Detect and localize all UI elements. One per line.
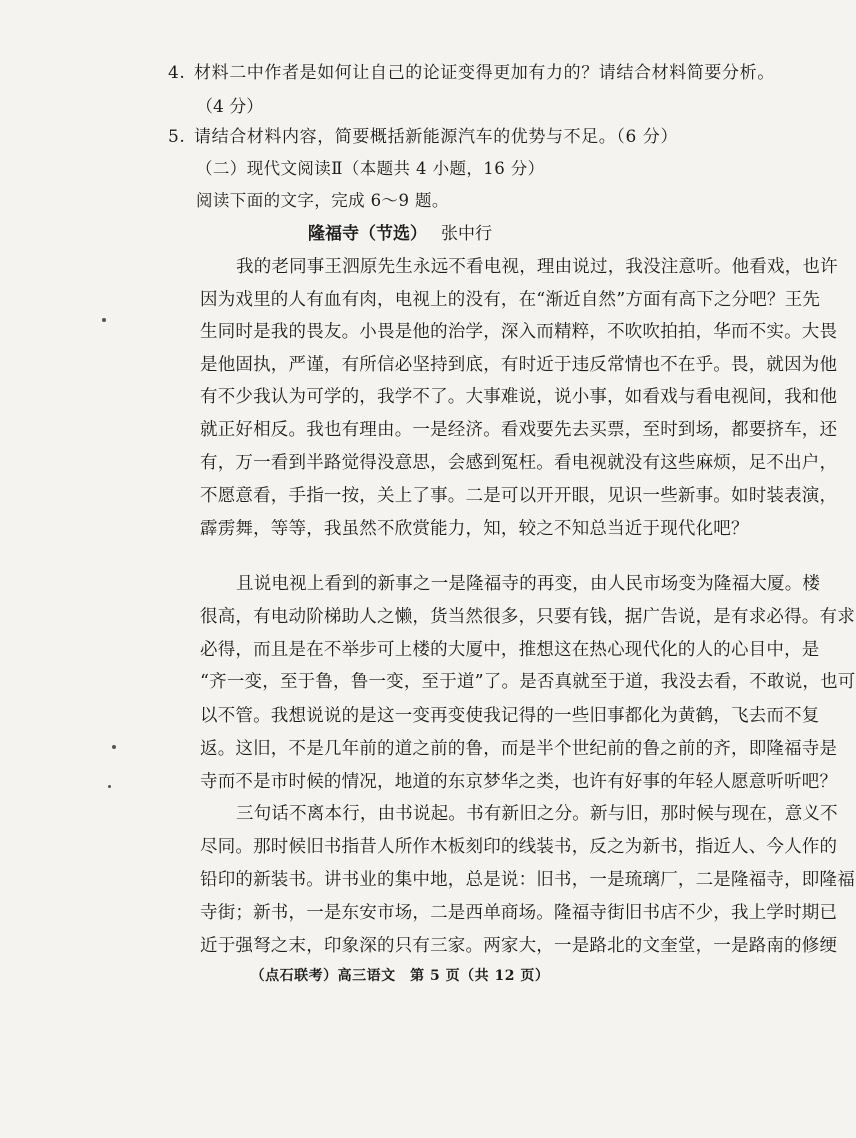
article-line: 霹雳舞，等等，我虽然不欣赏能力，知，较之不知总当近于现代化吧？ bbox=[200, 519, 749, 539]
question-5-number: 5. bbox=[168, 127, 186, 147]
article-line: 必得，而且是在不举步可上楼的大厦中，推想这在热心现代化的人的心目中，是 bbox=[200, 640, 820, 660]
scan-speck bbox=[102, 318, 106, 322]
question-4-text: 材料二中作者是如何让自己的论证变得更加有力的？请结合材料简要分析。 bbox=[194, 63, 775, 83]
article-line: 有不少我认为可学的，我学不了。大事难说，说小事，如看戏与看电视间，我和他 bbox=[200, 387, 838, 407]
article-line: 很高，有电动阶梯助人之懒，货当然很多，只要有钱，据广告说，是有求必得。有求 bbox=[200, 607, 855, 627]
article-line: 三句话不离本行，由书说起。书有新旧之分。新与旧，那时候与现在，意义不 bbox=[236, 804, 838, 824]
scan-speck bbox=[108, 785, 111, 788]
article-line: 我的老同事王泗原先生永远不看电视，理由说过，我没注意听。他看戏，也许 bbox=[236, 257, 838, 277]
section-heading: （二）现代文阅读Ⅱ（本题共 4 小题，16 分） bbox=[196, 159, 545, 178]
article-line: 返。这旧，不是几年前的道之前的鲁，而是半个世纪前的鲁之前的齐，即隆福寺是 bbox=[200, 739, 838, 759]
article-line: 铅印的新装书。讲书业的集中地，总是说：旧书，一是琉璃厂，二是隆福寺，即隆福 bbox=[200, 870, 855, 890]
article-line: 不愿意看，手指一按，关上了事。二是可以开开眼，见识一些新事。如时装表演， bbox=[200, 486, 838, 506]
question-5 bbox=[168, 122, 678, 147]
page-footer: （点石联考）高三语文 第 5 页（共 12 页） bbox=[250, 968, 550, 984]
question-5-text: 请结合材料内容，简要概括新能源汽车的优势与不足。（6 分） bbox=[194, 127, 679, 147]
article-line: 因为戏里的人有血有肉，电视上的没有，在“渐近自然”方面有高下之分吧？王先 bbox=[200, 290, 821, 310]
scan-speck bbox=[112, 745, 116, 749]
question-4 bbox=[168, 58, 775, 83]
article-author: 张中行 bbox=[441, 224, 492, 244]
article-line: 且说电视上看到的新事之一是隆福寺的再变，由人民市场变为隆福大厦。楼 bbox=[236, 574, 821, 594]
article-line: 寺街；新书，一是东安市场，二是西单商场。隆福寺街旧书店不少，我上学时期已 bbox=[200, 903, 838, 923]
article-line: “齐一变，至于鲁，鲁一变，至于道”了。是否真就至于道，我没去看，不敢说，也可 bbox=[200, 672, 856, 692]
article-title bbox=[0, 219, 800, 244]
article-line: 就正好相反。我也有理由。一是经济。看戏要先去买票，至时到场，都要挤车，还 bbox=[200, 420, 838, 440]
section-instruction: 阅读下面的文字，完成 6～9 题。 bbox=[196, 191, 449, 210]
article-line: 有，万一看到半路觉得没意思，会感到冤枉。看电视就没有这些麻烦，足不出户， bbox=[200, 453, 838, 473]
article-line: 近于强弩之末，印象深的只有三家。两家大，一是路北的文奎堂，一是路南的修绠 bbox=[200, 936, 838, 956]
question-4-number: 4. bbox=[168, 63, 186, 83]
article-line: 生同时是我的畏友。小畏是他的治学，深入而精粹，不吹吹拍拍，华而不实。大畏 bbox=[200, 322, 838, 342]
article-line: 寺而不是市时候的情况，地道的东京梦华之类，也许有好事的年轻人愿意听听吧？ bbox=[200, 772, 838, 792]
article-line: 以不管。我想说说的是这一变再变使我记得的一些旧事都化为黄鹤，飞去而不复 bbox=[200, 706, 820, 726]
question-4-score: （4 分） bbox=[196, 97, 264, 117]
article-line: 是他固执，严谨，有所信必坚持到底，有时近于违反常情也不在乎。畏，就因为他 bbox=[200, 355, 838, 375]
article-title-text: 隆福寺（节选） bbox=[308, 224, 427, 244]
article-line: 尽同。那时候旧书指昔人所作木板刻印的线装书，反之为新书，指近人、今人作的 bbox=[200, 837, 838, 857]
